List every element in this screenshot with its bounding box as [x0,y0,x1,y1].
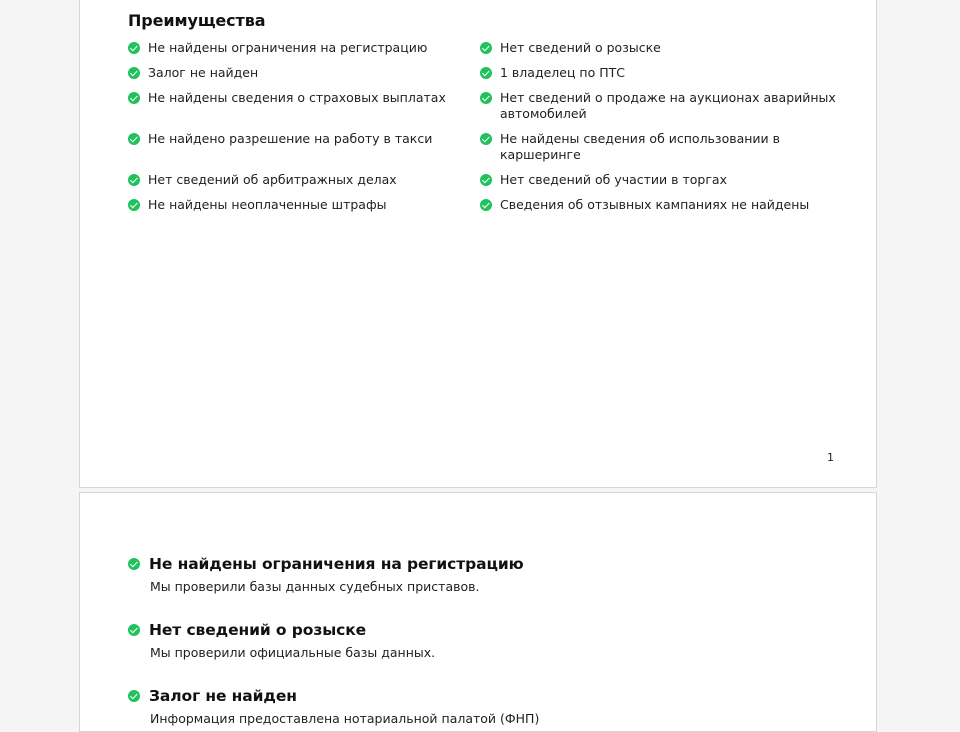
advantage-label: Нет сведений о розыске [500,40,661,55]
detail-header [128,621,828,639]
advantage-label: Нет сведений об участии в торгах [500,172,727,187]
report-page-1 [79,0,877,488]
advantage-label: Сведения об отзывных кампаниях не найдены [500,197,810,212]
detail-title: Нет сведений о розыске [149,621,367,639]
advantage-label: Не найдены неоплаченные штрафы [148,197,387,212]
advantage-item [480,65,848,81]
advantage-item [128,197,480,213]
check-circle-icon [480,174,492,186]
detail-title: Залог не найден [149,687,297,705]
advantage-label: Залог не найден [148,65,259,80]
check-circle-icon [128,42,140,54]
advantage-label: Не найдено разрешение на работу в такси [148,131,433,146]
advantage-label: 1 владелец по ПТС [500,65,625,80]
check-circle-icon [128,174,140,186]
advantage-label: Не найдены ограничения на регистрацию [148,40,428,55]
check-circle-icon [128,624,140,636]
check-circle-icon [128,67,140,79]
advantage-item [128,172,480,188]
check-circle-icon [480,199,492,211]
check-circle-icon [128,690,140,702]
detail-block [128,687,828,726]
check-circle-icon [480,133,492,145]
advantage-label: Не найдены сведения о страховых выплатах [148,90,446,105]
page-number: 1 [827,451,834,464]
detail-block [128,621,828,660]
advantage-item [480,90,848,122]
detail-description: Мы проверили базы данных судебных приставов. [150,579,480,594]
check-circle-icon [128,558,140,570]
detail-title: Не найдены ограничения на регистрацию [149,555,524,573]
advantage-label: Не найдены сведения об использовании в каршеринге [500,131,781,162]
advantage-item [128,90,480,122]
detail-header [128,555,828,573]
advantage-item [480,131,848,163]
report-page-2 [79,492,877,732]
check-circle-icon [480,42,492,54]
advantage-item [128,65,480,81]
detail-description: Информация предоставлена нотариальной палатой (ФНП) [150,711,540,726]
advantage-label: Нет сведений об арбитражных делах [148,172,397,187]
check-circle-icon [128,199,140,211]
advantage-label: Нет сведений о продаже на аукционах аварийных автомобилей [500,90,836,121]
detail-header [128,687,828,705]
check-circle-icon [480,92,492,104]
advantage-item [480,172,848,188]
check-circle-icon [480,67,492,79]
section-title: Преимущества [128,11,266,30]
check-circle-icon [128,133,140,145]
detail-block [128,555,828,594]
advantage-item [128,40,480,56]
advantage-item [128,131,480,163]
advantages-list [128,40,848,213]
advantage-item [480,197,848,213]
advantage-item [480,40,848,56]
check-circle-icon [128,92,140,104]
detail-description: Мы проверили официальные базы данных. [150,645,436,660]
